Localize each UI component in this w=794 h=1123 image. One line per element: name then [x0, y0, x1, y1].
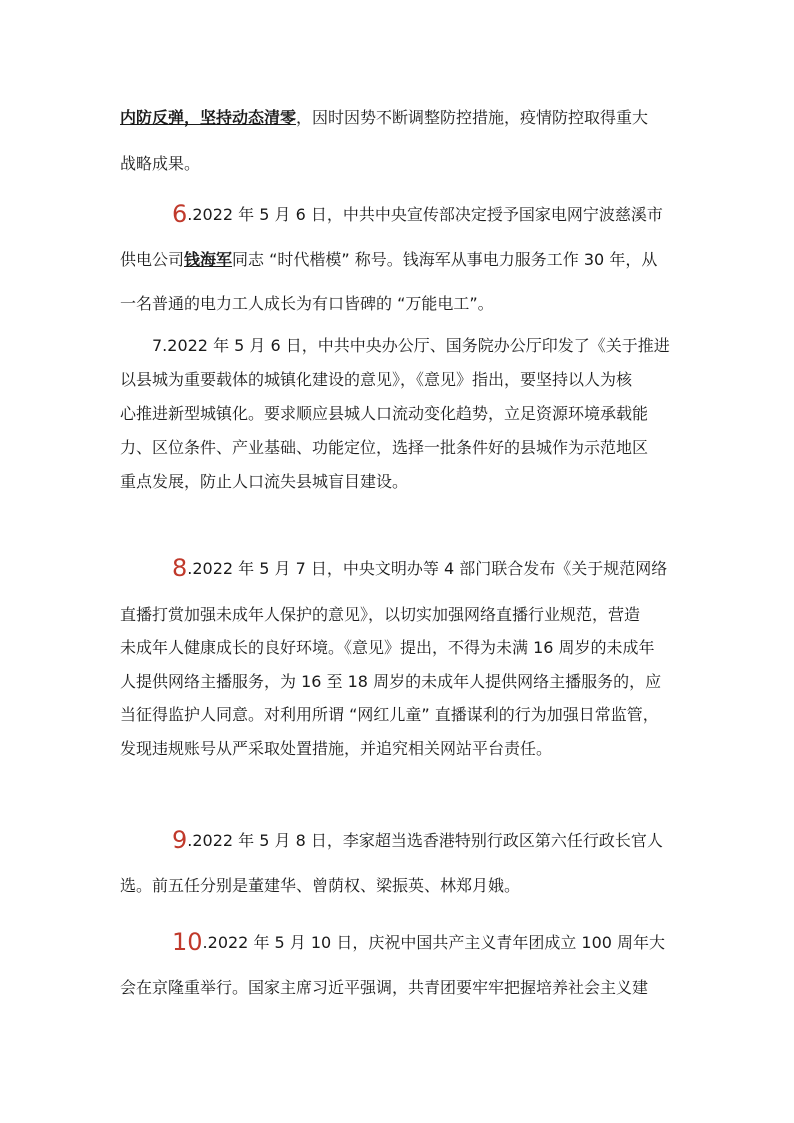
- text-line: 7.2022 年 5 月 6 日，中共中央办公厅、国务院办公厅印发了《关于推进: [152, 336, 670, 355]
- item-number: 8: [172, 554, 188, 582]
- paragraph-item-8: [120, 556, 680, 761]
- text-span: .2022 年 5 月 8 日，李家超当选香港特别行政区第六任行政长官人: [187, 831, 663, 850]
- text-line: [120, 930, 680, 954]
- paragraph-item-10: [120, 930, 680, 1000]
- text-line: 心推进新型城镇化。要求顺应县城人口流动变化趋势，立足资源环境承载能: [120, 404, 649, 423]
- text-line: [120, 828, 680, 852]
- text-span: ，因时因势不断调整防控措施，疫情防控取得重大: [296, 108, 649, 127]
- paragraph-item-7: [120, 334, 680, 494]
- text-line: 重点发展，防止人口流失县城盲目建设。: [120, 472, 409, 491]
- text-line: 直播打赏加强未成年人保护的意见》，以切实加强网络直播行业规范，营造: [120, 605, 641, 624]
- item-number: 9: [172, 826, 188, 854]
- text-line: [120, 248, 680, 272]
- text-line: 以县城为重要载体的城镇化建设的意见》，《意见》指出，要坚持以人为核: [120, 370, 633, 389]
- underlined-bold-text: 内防反弹，坚持动态清零: [120, 108, 297, 127]
- item-number: 6: [172, 200, 188, 228]
- underlined-bold-text: 钱海军: [184, 250, 233, 269]
- text-span: 供电公司: [120, 250, 185, 269]
- text-line: [120, 202, 680, 226]
- text-line: [120, 556, 680, 580]
- text-line: 当征得监护人同意。对利用所谓 “网红儿童” 直播谋利的行为加强日常监管，: [120, 705, 659, 724]
- text-span: .2022 年 5 月 7 日，中央文明办等 4 部门联合发布《关于规范网络: [187, 559, 668, 578]
- paragraph-prev: [120, 106, 680, 176]
- text-span: .2022 年 5 月 6 日，中共中央宣传部决定授予国家电网宁波慈溪市: [187, 205, 663, 224]
- text-line: 选。前五任分别是董建华、曾荫权、梁振英、林郑月娥。: [120, 876, 521, 895]
- text-line: [120, 106, 680, 130]
- item-number: 10: [172, 928, 203, 956]
- text-span: .2022 年 5 月 10 日，庆祝中国共产主义青年团成立 100 周年大: [202, 933, 666, 952]
- text-line: 一名普通的电力工人成长为有口皆碑的 “万能电工”。: [120, 294, 494, 313]
- text-line: 战略成果。: [120, 154, 201, 173]
- text-line: 会在京隆重举行。国家主席习近平强调，共青团要牢牢把握培养社会主义建: [120, 978, 649, 997]
- text-line: 力、区位条件、产业基础、功能定位，选择一批条件好的县城作为示范地区: [120, 438, 649, 457]
- text-line: 发现违规账号从严采取处置措施，并追究相关网站平台责任。: [120, 739, 553, 758]
- text-line: 未成年人健康成长的良好环境。《意见》提出，不得为未满 16 周岁的未成年: [120, 638, 655, 657]
- paragraph-item-9: [120, 828, 680, 898]
- text-span: 同志 “时代楷模” 称号。钱海军从事电力服务工作 30 年，从: [232, 250, 658, 269]
- text-line: 人提供网络主播服务，为 16 至 18 周岁的未成年人提供网络主播服务的，应: [120, 672, 662, 691]
- paragraph-item-6: [120, 202, 680, 316]
